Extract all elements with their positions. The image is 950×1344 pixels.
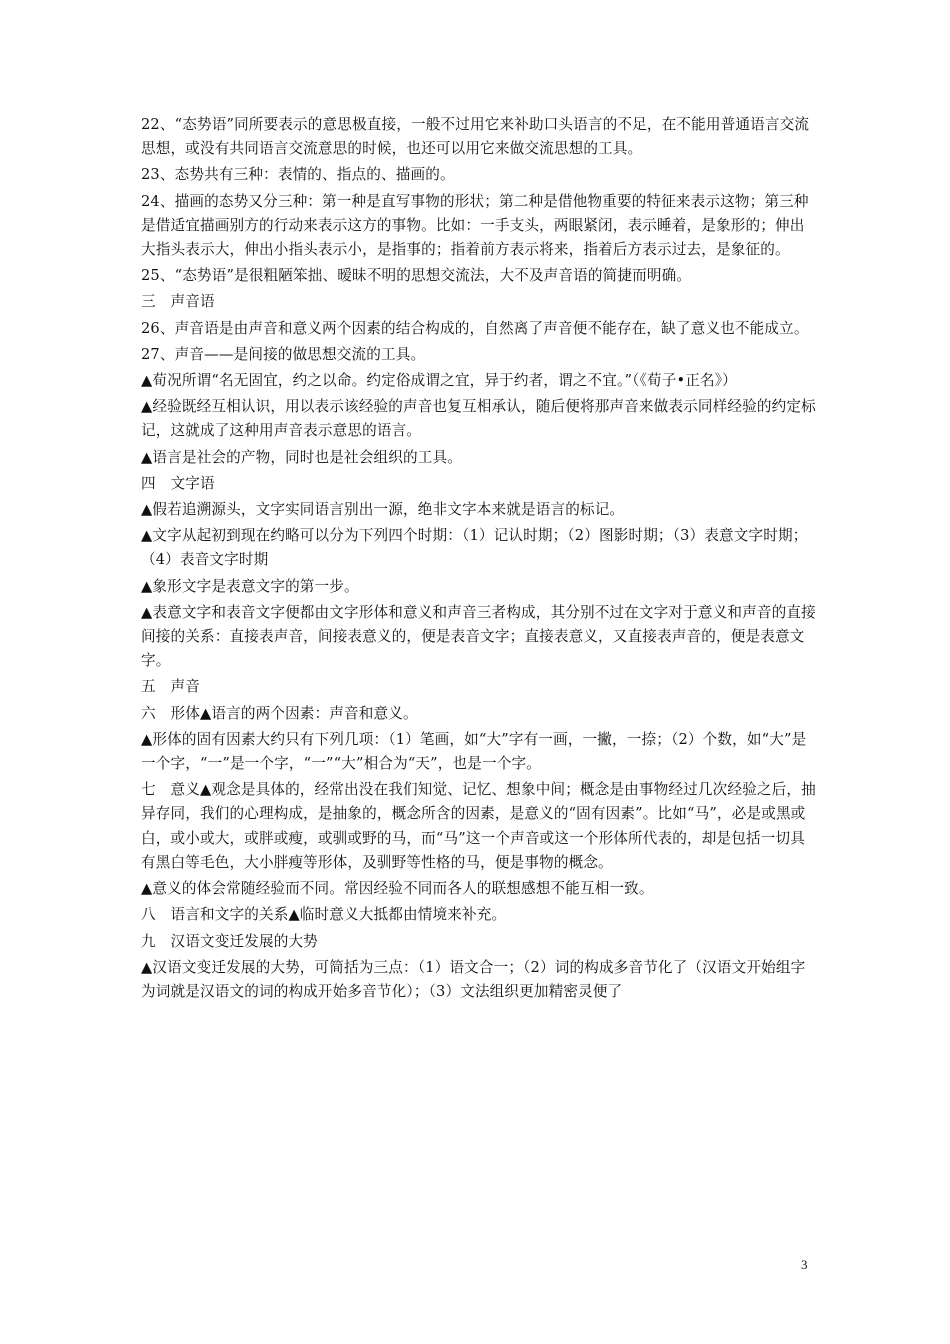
page-body: [141, 113, 817, 1006]
bullet-paragraph: ▲象形文字是表意文字的第一步。: [141, 577, 359, 595]
section-heading-6: 六 形体▲语言的两个因素：声音和意义。: [141, 704, 418, 722]
page-number: 3: [801, 1257, 808, 1272]
bullet-paragraph: ▲语言是社会的产物，同时也是社会组织的工具。: [141, 448, 462, 466]
section-heading-9: 九 汉语文变迁发展的大势: [141, 932, 318, 950]
paragraph-26: 26、声音语是由声音和意义两个因素的结合构成的，自然离了声音便不能存在，缺了意义也不能成立。: [141, 319, 809, 337]
bullet-paragraph: ▲文字从起初到现在约略可以分为下列四个时期：（1）记认时期；（2）图影时期；（3）表意文字时期；（4）表音文字时期: [141, 527, 808, 569]
section-heading-5: 五 声音: [141, 678, 200, 696]
paragraph-22: 22、“态势语”同所要表示的意思极直接，一般不过用它来补助口头语言的不足，在不能用普通语言交流思想，或没有共同语言交流意思的时候，也还可以用它来做交流思想的工具。: [141, 116, 810, 158]
section-heading-7: 七 意义▲观念是具体的，经常出没在我们知觉、记忆、想象中间；概念是由事物经过几次经验之后，抽异存同，我们的心理构成，是抽象的，概念所含的因素，是意义的“固有因素”。比如“马”，必是或黑或白，或小或大，或胖或瘦，或驯或野的马，而“马”这一个声音或这一个形体所代表的，却是包括一切具有黑白等毛色，大小胖瘦等形体，及驯野等性格的马，便是事物的概念。: [141, 781, 816, 871]
bullet-paragraph: ▲汉语文变迁发展的大势，可简括为三点：（1）语文合一；（2）词的构成多音节化了（汉语文开始组字为词就是汉语文的词的构成开始多音节化）；（3）文法组织更加精密灵便了: [141, 958, 806, 1000]
bullet-paragraph: ▲假若追溯源头，文字实同语言别出一源，绝非文字本来就是语言的标记。: [141, 501, 625, 519]
section-heading-8: 八 语言和文字的关系▲临时意义大抵都由情境来补充。: [141, 906, 507, 924]
section-heading-4: 四 文字语: [141, 474, 215, 492]
bullet-paragraph: ▲意义的体会常随经验而不同。常因经验不同而各人的联想感想不能互相一致。: [141, 880, 654, 898]
bullet-paragraph: ▲形体的固有因素大约只有下列几项：（1）笔画，如“大”字有一画，一撇，一捺；（2）个数，如“大”是一个字，“一”是一个字，“一”“大”相合为“天”，也是一个字。: [141, 730, 807, 773]
paragraph-24: 24、描画的态势又分三种：第一种是直写事物的形状；第二种是借他物重要的特征来表示这物；第三种是借适宜描画别方的行动来表示这方的事物。比如：一手支头，两眼紧闭，表示睡着，是象形的；伸出大指头表示大，伸出小指头表示小，是指事的；指着前方表示将来，指着后方表示过去，是象征的。: [141, 192, 809, 259]
section-heading-3: 三 声音语: [141, 293, 215, 311]
bullet-paragraph: ▲经验既经互相认识，用以表示该经验的声音也复互相承认，随后便将那声音来做表示同样经验的约定标记，这就成了这种用声音表示意思的语言。: [141, 398, 816, 440]
bullet-paragraph: ▲荀况所谓“名无固宜，约之以命。约定俗成谓之宜，异于约者，谓之不宜。”（《荀子•正名》）: [141, 372, 737, 390]
bullet-paragraph: ▲表意文字和表音文字便都由文字形体和意义和声音三者构成，其分别不过在文字对于意义和声音的直接间接的关系：直接表声音，间接表意义的，便是表音文字；直接表意义，又直接表声音的，便是表意文字。: [141, 603, 816, 670]
paragraph-23: 23、态势共有三种：表情的、指点的、描画的。: [141, 166, 455, 184]
paragraph-27: 27、声音——是间接的做思想交流的工具。: [141, 345, 426, 363]
paragraph-25: 25、“态势语”是很粗陋笨拙、暧昧不明的思想交流法，大不及声音语的简捷而明确。: [141, 267, 692, 285]
